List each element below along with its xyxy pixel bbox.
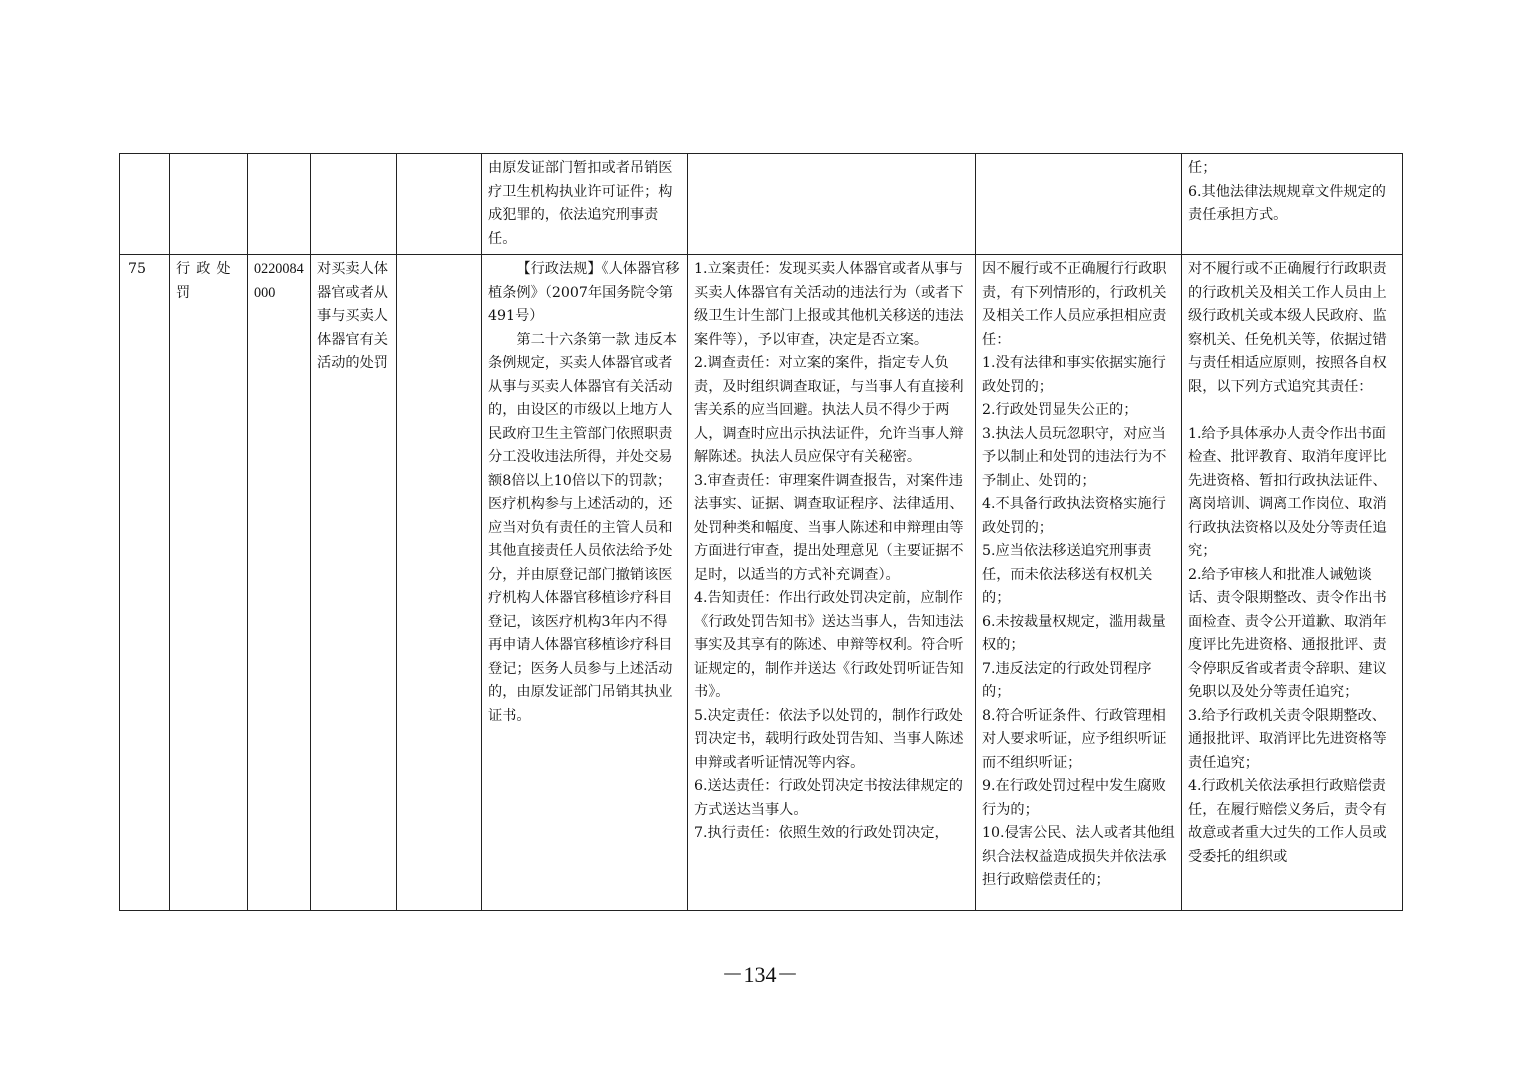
table-row (120, 154, 1403, 255)
cell-category (170, 154, 248, 255)
cell-responsibility: 1.立案责任：发现买卖人体器官或者从事与买卖人体器官有关活动的违法行为（或者下级卫生计生部门上报或其他机关移送的违法案件等），予以审查，决定是否立案。 2.调查责任：对立案的案件，指定专人负责，及时组织调查取证，与当事人有直接利害关系的应当回避。执法人员不得少于两人，调查时应出示执法证件，允许当事人辩解陈述。执法人员应保守有关秘密。 3.审查责任：审理案件调查报告，对案件违法事实、证据、调查取证程序、法律适用、处罚种类和幅度、当事人陈述和申辩理由等方面进行审查，提出处理意见（主要证据不足时，以适当的方式补充调查）。 4.告知责任：作出行政处罚决定前，应制作《行政处罚告知书》送达当事人，告知违法事实及其享有的陈述、申辩等权利。符合听证规定的，制作并送达《行政处罚听证告知书》。 5.决定责任：依法予以处罚的，制作行政处罚决定书，载明行政处罚告知、当事人陈述申辩或者听证情况等内容。 6.送达责任：行政处罚决定书按法律规定的方式送达当事人。 7.执行责任：依照生效的行政处罚决定， (688, 255, 976, 911)
cell-liability-cases: 因不履行或不正确履行行政职责，有下列情形的，行政机关及相关工作人员应承担相应责任： 1.没有法律和事实依据实施行政处罚的； 2.行政处罚显失公正的； 3.执法人员玩忽职守，对应当予以制止和处罚的违法行为不予制止、处罚的； 4.不具备行政执法资格实施行政处罚的； 5.应当依法移送追究刑事责任，而未依法移送有权机关的； 6.未按裁量权规定，滥用裁量权的； 7.违反法定的行政处罚程序的； 8.符合听证条件、行政管理相对人要求听证，应予组织听证而不组织听证； 9.在行政处罚过程中发生腐败行为的； 10.侵害公民、法人或者其他组织合法权益造成损失并依法承担行政赔偿责任的； (976, 255, 1182, 911)
basis-heading: 【行政法规】《人体器官移植条例》（2007年国务院令第491号） (488, 261, 680, 324)
cell-accountability: 任； 6.其他法律法规规章文件规定的责任承担方式。 (1182, 154, 1403, 255)
responsibility-table (119, 153, 1403, 911)
cell-basis: 由原发证部门暂扣或者吊销医疗卫生机构执业许可证件；构成犯罪的，依法追究刑事责任。 (482, 154, 688, 255)
cell-responsibility (688, 154, 976, 255)
basis-body: 第二十六条第一款 违反本条例规定，买卖人体器官或者从事与买卖人体器官有关活动的，由设区的市级以上地方人民政府卫生主管部门依照职责分工没收违法所得，并处交易额8倍以上10倍以下的罚款；医疗机构参与上述活动的，还应当对负有责任的主管人员和其他直接责任人员依法给予处分，并由原登记部门撤销该医疗机构人体器官移植诊疗科目登记，该医疗机构3年内不得再申请人体器官移植诊疗科目登记；医务人员参与上述活动的，由原发证部门吊销其执业证书。 (488, 331, 677, 724)
cell-number (120, 154, 170, 255)
cell-code: 0220084000 (248, 255, 311, 911)
cell-liability-cases (976, 154, 1182, 255)
cell-category: 行政处罚 (170, 255, 248, 911)
cell-name: 对买卖人体器官或者从事与买卖人体器官有关活动的处罚 (311, 255, 397, 911)
cell-sub-item (397, 255, 482, 911)
table-row (120, 255, 1403, 911)
cell-sub-item (397, 154, 482, 255)
cell-name (311, 154, 397, 255)
page-number: －134－ (721, 962, 799, 987)
cell-accountability: 对不履行或不正确履行行政职责的行政机关及相关工作人员由上级行政机关或本级人民政府、监察机关、任免机关等，依据过错与责任相适应原则，按照各自权限，以下列方式追究其责任： 1.给予具体承办人责令作出书面检查、批评教育、取消年度评比先进资格、暂扣行政执法证件、离岗培训、调离工作岗位、取消行政执法资格以及处分等责任追究； 2.给予审核人和批准人诫勉谈话、责令限期整改、责令作出书面检查、责令公开道歉、取消年度评比先进资格、通报批评、责令停职反省或者责令辞职、建议免职以及处分等责任追究； 3.给予行政机关责令限期整改、通报批评、取消评比先进资格等责任追究； 4.行政机关依法承担行政赔偿责任，在履行赔偿义务后，责令有故意或者重大过失的工作人员或受委托的组织或 (1182, 255, 1403, 911)
cell-basis (482, 255, 688, 911)
cell-number: 75 (120, 255, 170, 911)
cell-code (248, 154, 311, 255)
